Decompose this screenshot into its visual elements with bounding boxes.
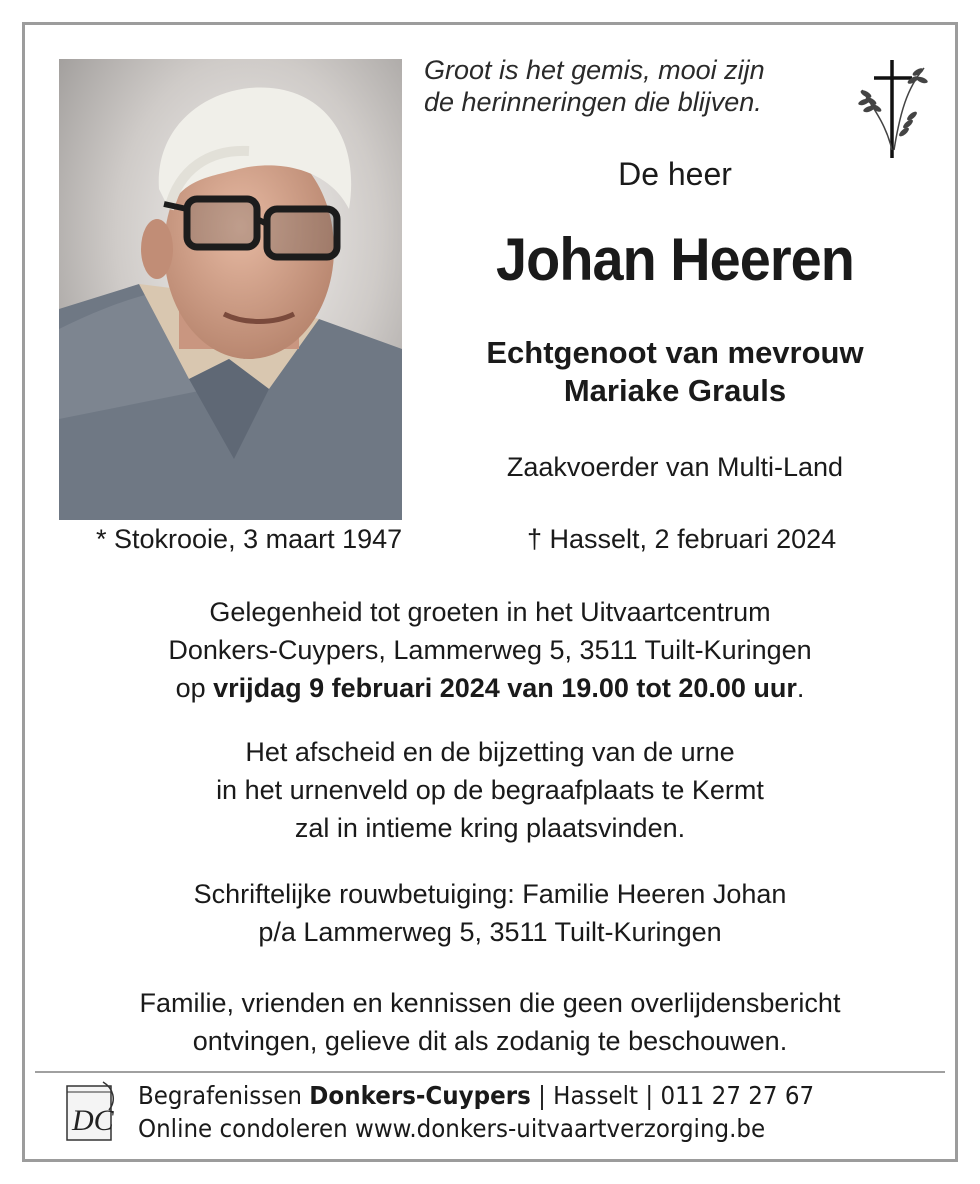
condolence-line-2: p/a Lammerweg 5, 3511 Tuilt-Kuringen — [258, 917, 722, 947]
footer-divider — [35, 1071, 945, 1073]
deceased-name: Johan Heeren — [496, 226, 854, 293]
quote-line-1: Groot is het gemis, mooi zijn — [424, 55, 765, 85]
cross-with-wheat-icon — [852, 58, 932, 162]
funeral-home-city: Hasselt — [553, 1081, 639, 1110]
portrait-photo — [59, 59, 402, 520]
visitation-info — [40, 593, 940, 707]
birth-info: * Stokrooie, 3 maart 1947 — [96, 524, 403, 554]
farewell-line-2: in het urnenveld op de begraafplaats te Kermt — [216, 775, 764, 805]
farewell-info — [40, 733, 940, 847]
visitation-prefix: op — [175, 673, 214, 703]
spouse-info — [420, 334, 930, 410]
notice-line-1: Familie, vrienden en kennissen die geen overlijdensbericht — [139, 988, 841, 1018]
funeral-home-website[interactable]: www.donkers-uitvaartverzorging.be — [355, 1114, 766, 1143]
condolence-line-1: Schriftelijke rouwbetuiging: Familie Heeren Johan — [193, 879, 787, 909]
visitation-line-2: Donkers-Cuypers, Lammerweg 5, 3511 Tuilt-Kuringen — [168, 635, 812, 665]
funeral-home-phone: 011 27 27 67 — [660, 1081, 815, 1110]
online-condolence-label: Online condoleren — [138, 1114, 356, 1143]
occupation: Zaakvoerder van Multi-Land — [506, 452, 844, 482]
funeral-home-name: Donkers-Cuypers — [309, 1081, 531, 1110]
footer-line-1 — [138, 1079, 814, 1112]
spouse-line-1: Echtgenoot van mevrouw — [486, 335, 864, 370]
donkers-cuypers-logo-icon — [63, 1080, 121, 1144]
condolence-address — [40, 875, 940, 951]
portrait-illustration — [59, 59, 402, 520]
logo-lettering: DC — [72, 1104, 114, 1137]
footer-line-2 — [138, 1112, 814, 1145]
notice-line-2: ontvingen, gelieve dit als zodanig te beschouwen. — [192, 1026, 788, 1056]
footer-prefix: Begrafenissen — [138, 1081, 310, 1110]
farewell-line-1: Het afscheid en de bijzetting van de urne — [245, 737, 735, 767]
visitation-line-1: Gelegenheid tot groeten in het Uitvaartcentrum — [209, 597, 771, 627]
footer-separator-2: | — [638, 1081, 661, 1110]
death-info: † Hasselt, 2 februari 2024 — [527, 524, 837, 554]
visitation-line-3 — [40, 669, 940, 707]
visitation-date-time: vrijdag 9 februari 2024 van 19.00 tot 20.00 uur — [213, 673, 797, 703]
funeral-home-footer — [138, 1079, 814, 1145]
notice-statement — [40, 984, 940, 1060]
footer-separator-1: | — [530, 1081, 554, 1110]
farewell-line-3: zal in intieme kring plaatsvinden. — [294, 813, 686, 843]
honorific: De heer — [618, 156, 732, 192]
memorial-quote — [424, 54, 844, 118]
spouse-line-2: Mariake Grauls — [563, 373, 787, 408]
visitation-suffix: . — [796, 673, 805, 703]
quote-line-2: de herinneringen die blijven. — [424, 87, 762, 117]
